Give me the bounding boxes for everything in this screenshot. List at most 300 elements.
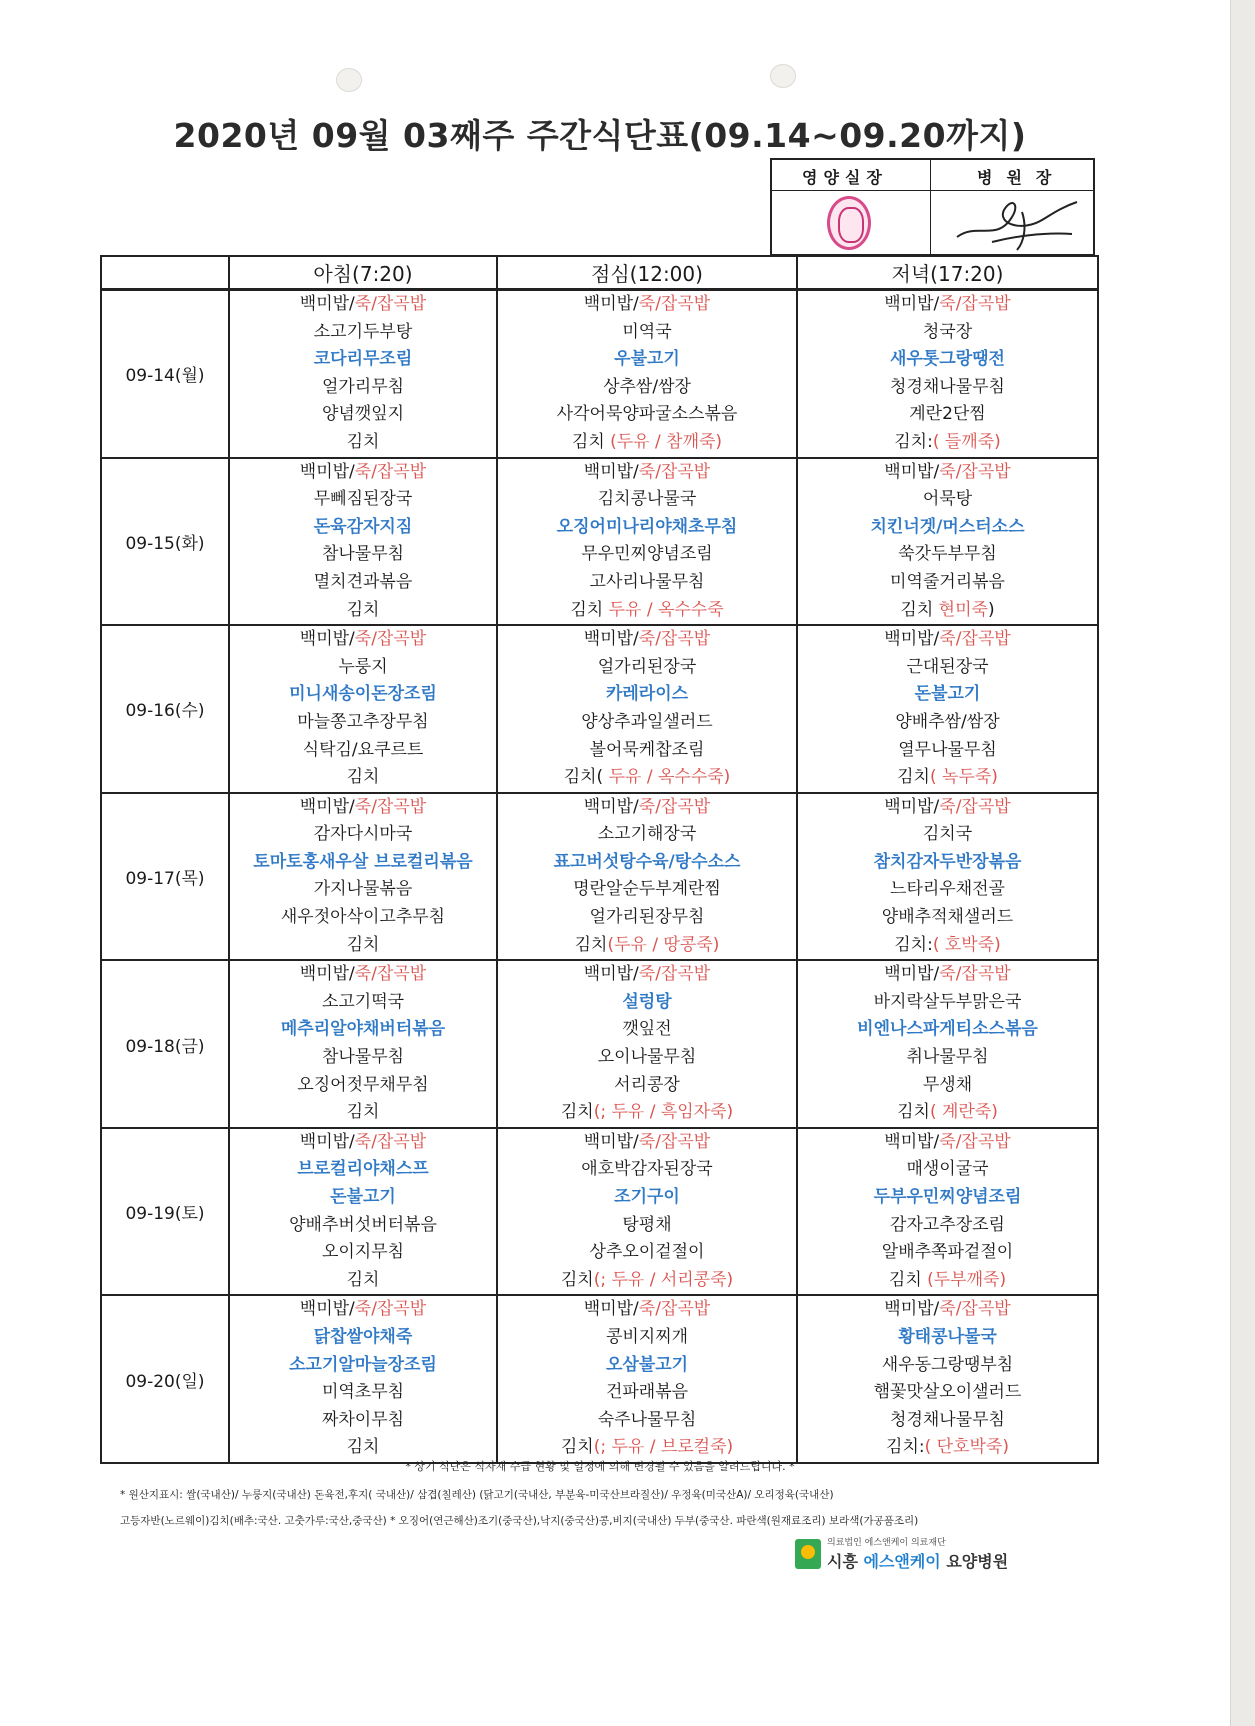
menu-item-text: 상추오이겉절이 [589, 1242, 705, 1263]
menu-item-text: 죽/잡곡밥 [638, 629, 711, 650]
menu-item-text: 양배추버섯버터볶음 [289, 1214, 437, 1235]
menu-item-text: 김치 [560, 1102, 594, 1123]
menu-item [798, 459, 1097, 487]
menu-item [230, 1212, 496, 1240]
menu-item [230, 849, 496, 877]
page-edge-shadow [1230, 0, 1255, 1726]
menu-item-text: 백미밥/ [583, 1131, 639, 1152]
menu-item [798, 764, 1097, 792]
menu-item [498, 1044, 796, 1072]
dinner-cell [797, 960, 1098, 1128]
menu-item-text: 백미밥/ [299, 796, 355, 817]
menu-item-text: 무우민찌양념조림 [581, 544, 713, 565]
menu-item [498, 1099, 796, 1127]
menu-item [498, 1324, 796, 1352]
menu-item-text: 김치 [897, 1102, 930, 1123]
menu-item-text: 죽/잡곡밥 [939, 964, 1011, 985]
menu-item [498, 374, 796, 402]
menu-item [230, 346, 496, 374]
menu-item [498, 569, 796, 597]
menu-item [498, 1267, 796, 1295]
menu-item-text: 애호박감자된장국 [581, 1159, 713, 1180]
menu-item [498, 989, 796, 1017]
approval-box [770, 158, 1095, 256]
menu-item [798, 961, 1097, 989]
menu-item-text: 죽/잡곡밥 [354, 796, 427, 817]
menu-item-text: 감자고추장조림 [890, 1214, 1005, 1235]
table-header-row [101, 256, 1098, 290]
menu-item-text: 김치 [346, 767, 380, 788]
dinner-cell [797, 458, 1098, 626]
menu-item-text: 깻잎전 [622, 1019, 672, 1040]
menu-item-text: 계란2단찜 [909, 404, 986, 425]
menu-item-text: 어묵탕 [922, 489, 973, 510]
menu-item [230, 541, 496, 569]
menu-item [230, 1099, 496, 1127]
menu-item-text: 코다리무조림 [313, 349, 413, 370]
date-cell: 09-14(월) [101, 290, 229, 458]
menu-item [798, 989, 1097, 1017]
menu-item [230, 821, 496, 849]
menu-item-text: 김치 [900, 599, 939, 620]
menu-item-text: 돈불고기 [914, 684, 981, 705]
menu-item [498, 821, 796, 849]
day-row [101, 458, 1098, 626]
menu-item-text: 백미밥/ [884, 964, 940, 985]
menu-item [798, 1407, 1097, 1435]
menu-item-text: 김치: [894, 431, 933, 452]
menu-item-text: 백미밥/ [884, 294, 940, 314]
page-title: 2020년 09월 03째주 주간식단표(09.14~09.20까지) [173, 116, 1027, 155]
menu-item-text: 김치 [346, 431, 380, 452]
menu-item-text: 취나물무침 [906, 1047, 989, 1068]
menu-item-text: 죽/잡곡밥 [354, 461, 427, 482]
menu-item-text: 참치감자두반장볶음 [873, 851, 1022, 872]
menu-item [230, 1184, 496, 1212]
menu-item [798, 821, 1097, 849]
menu-item-text: 바지락살두부맑은국 [873, 991, 1022, 1012]
menu-item-text: 김치 [560, 1269, 594, 1290]
menu-item-text: ( 계란죽) [929, 1102, 998, 1123]
header-dinner: 저녁(17:20) [797, 256, 1098, 290]
menu-item-text: 김치( [563, 767, 609, 788]
menu-item-text: (두유 / 참깨죽) [610, 431, 723, 452]
menu-item [230, 989, 496, 1017]
menu-item [798, 374, 1097, 402]
menu-item [230, 764, 496, 792]
menu-item-text: 치킨너겟/머스터소스 [870, 516, 1025, 537]
menu-item-text: 상추쌈/쌈장 [603, 376, 691, 397]
menu-item [230, 291, 496, 319]
menu-item [498, 459, 796, 487]
breakfast-cell [229, 1128, 497, 1296]
menu-item [798, 569, 1097, 597]
menu-item-text: 죽/잡곡밥 [354, 294, 427, 314]
menu-item [230, 904, 496, 932]
menu-item [798, 1324, 1097, 1352]
menu-item-text: 죽/잡곡밥 [638, 964, 711, 985]
menu-item-text: 토마토홍새우살 브로컬리볶음 [253, 851, 473, 872]
menu-item [230, 681, 496, 709]
menu-item-text: 청국장 [922, 321, 973, 342]
menu-item [230, 1324, 496, 1352]
menu-item-text: 김치국 [922, 824, 973, 845]
breakfast-cell [229, 960, 497, 1128]
menu-item [798, 1296, 1097, 1324]
menu-item [798, 1267, 1097, 1295]
menu-item-text: 백미밥/ [299, 964, 355, 985]
menu-item-text: 죽/잡곡밥 [939, 461, 1011, 482]
menu-item-text: 표고버섯탕수육/탕수소스 [553, 851, 741, 872]
menu-item-text: 가지나물볶음 [313, 879, 413, 900]
day-row [101, 625, 1098, 793]
menu-item-text: 김치 [346, 1269, 380, 1290]
menu-item-text: 미역줄거리볶음 [890, 571, 1005, 592]
menu-item [230, 319, 496, 347]
menu-item-text: ( 들깨죽) [932, 431, 1001, 452]
menu-item [498, 486, 796, 514]
dinner-cell [797, 793, 1098, 961]
menu-item [230, 709, 496, 737]
menu-item [230, 1296, 496, 1324]
day-row [101, 1295, 1098, 1463]
menu-item-text: 백미밥/ [884, 1131, 940, 1152]
menu-item [798, 904, 1097, 932]
menu-item [798, 429, 1097, 457]
dinner-cell [797, 625, 1098, 793]
menu-item-text: 식탁김/요쿠르트 [302, 739, 424, 760]
menu-item [230, 654, 496, 682]
menu-item-text: 백미밥/ [583, 629, 639, 650]
menu-item-text: 백미밥/ [299, 1299, 355, 1320]
menu-item-text: 두유 / 옥수수죽) [608, 767, 731, 788]
menu-item-text: 오삼불고기 [605, 1354, 689, 1375]
approval-label-nutrition: 영양실장 [802, 168, 888, 187]
menu-item [230, 1407, 496, 1435]
menu-item [498, 1184, 796, 1212]
menu-item [498, 709, 796, 737]
lunch-cell [497, 793, 797, 961]
menu-item [230, 459, 496, 487]
menu-item-text: 돈불고기 [330, 1187, 396, 1207]
menu-item [498, 1156, 796, 1184]
menu-item [230, 626, 496, 654]
menu-item-text: 백미밥/ [583, 964, 639, 985]
menu-item-text: 비엔나스파게티소스볶음 [857, 1019, 1038, 1040]
date-cell: 09-19(토) [101, 1128, 229, 1296]
menu-item [498, 346, 796, 374]
menu-item-text: 백미밥/ [299, 461, 355, 482]
menu-item-text: 죽/잡곡밥 [354, 964, 427, 985]
menu-item-text: 알배추쪽파겉절이 [881, 1242, 1014, 1263]
menu-item-text: 양배추쌈/쌈장 [895, 711, 1000, 732]
menu-item [498, 429, 796, 457]
day-row [101, 960, 1098, 1128]
lunch-cell [497, 1295, 797, 1463]
menu-item-text: 죽/잡곡밥 [638, 1299, 711, 1320]
menu-item [498, 597, 796, 625]
menu-item [498, 1239, 796, 1267]
logo-name [827, 1549, 1008, 1572]
logo-name-b: 에스앤케이 [863, 1552, 941, 1571]
menu-item [498, 1352, 796, 1380]
menu-item-text: 김치: [894, 934, 933, 955]
menu-item [798, 486, 1097, 514]
menu-item-text: 사각어묵양파굴소스볶음 [556, 404, 738, 425]
menu-item [498, 401, 796, 429]
day-row [101, 1128, 1098, 1296]
menu-item-text: 황태콩나물국 [898, 1326, 997, 1347]
menu-item [498, 1016, 796, 1044]
menu-item [498, 626, 796, 654]
menu-item-text: 소고기두부탕 [313, 321, 413, 342]
menu-item [798, 1239, 1097, 1267]
menu-item-text: ( 녹두죽) [929, 767, 998, 788]
menu-item [798, 597, 1097, 625]
day-row [101, 290, 1098, 458]
breakfast-cell [229, 458, 497, 626]
menu-item [498, 961, 796, 989]
menu-item-text: 오이지무침 [321, 1242, 405, 1263]
menu-item [798, 1016, 1097, 1044]
menu-item-text: 두부우민찌양념조림 [873, 1187, 1022, 1207]
logo-name-c: 요양병원 [940, 1552, 1009, 1571]
menu-item [230, 1016, 496, 1044]
menu-item [798, 794, 1097, 822]
breakfast-cell [229, 625, 497, 793]
menu-item-text: 양배추적채샐러드 [881, 907, 1014, 928]
dinner-cell [797, 1128, 1098, 1296]
menu-item [798, 291, 1097, 319]
menu-item-text: ( 호박죽) [932, 934, 1001, 955]
menu-item [798, 1379, 1097, 1407]
menu-item-text: 느타리우채전골 [890, 879, 1005, 900]
lunch-cell [497, 1128, 797, 1296]
menu-item-text: 볼어묵케찹조림 [589, 739, 705, 760]
menu-item [230, 961, 496, 989]
menu-item-text: 현미죽 [938, 599, 988, 620]
menu-item [230, 1072, 496, 1100]
menu-item [498, 737, 796, 765]
menu-item [230, 486, 496, 514]
menu-item-text: 김치 [346, 934, 380, 955]
dinner-cell [797, 1295, 1098, 1463]
menu-item-text: 김치 [346, 599, 380, 620]
menu-item-text: 미역초무침 [321, 1382, 405, 1403]
menu-item-text: 오징어젓무채무침 [297, 1074, 429, 1095]
menu-item [798, 1044, 1097, 1072]
menu-item-text: 김치 [346, 1102, 380, 1123]
breakfast-cell [229, 290, 497, 458]
menu-item-text: (; 두유 / 흑임자죽) [593, 1102, 734, 1123]
dinner-cell [797, 290, 1098, 458]
menu-item-text: 김치 [897, 767, 930, 788]
date-cell: 09-17(목) [101, 793, 229, 961]
menu-item-text: 소고기알마늘장조림 [289, 1354, 437, 1375]
menu-item [230, 514, 496, 542]
menu-item-text: 김치콩나물국 [597, 489, 697, 510]
menu-item-text: 브로컬리야채스프 [297, 1159, 429, 1180]
menu-item-text: 건파래볶음 [605, 1382, 689, 1403]
menu-item [230, 1352, 496, 1380]
menu-item [798, 1099, 1097, 1127]
menu-item-text: 미니새송이돈장조림 [289, 684, 437, 705]
menu-item-text: 죽/잡곡밥 [354, 1299, 427, 1320]
menu-item-text: 새우동그랑땡부침 [881, 1354, 1014, 1375]
menu-item [798, 1212, 1097, 1240]
menu-item-text: 오징어미나리야채초무침 [556, 516, 738, 537]
menu-item-text: (; 두유 / 서리콩죽) [593, 1269, 734, 1290]
approval-divider [930, 160, 931, 254]
menu-item-text: 죽/잡곡밥 [638, 796, 711, 817]
menu-item-text: (두유 / 땅콩죽) [607, 934, 720, 955]
logo-subtitle: 의료법인 에스앤케이 의료재단 [827, 1538, 946, 1548]
menu-item-text: 새우톳그랑땡전 [890, 349, 1005, 370]
menu-item [798, 876, 1097, 904]
menu-item [798, 346, 1097, 374]
menu-item-text: 열무나물무침 [898, 739, 997, 760]
menu-item [230, 1239, 496, 1267]
menu-item-text: 죽/잡곡밥 [939, 294, 1011, 314]
menu-item-text: 탕평채 [622, 1214, 672, 1235]
menu-item-text: 우불고기 [614, 349, 680, 370]
menu-item [498, 1129, 796, 1157]
lunch-cell [497, 458, 797, 626]
menu-item-text: 청경채나물무침 [890, 1409, 1005, 1430]
menu-item-text: 소고기떡국 [321, 991, 405, 1012]
menu-item-text: 죽/잡곡밥 [939, 796, 1011, 817]
menu-item [230, 794, 496, 822]
header-date [101, 256, 229, 290]
menu-item [498, 849, 796, 877]
menu-item-text: 백미밥/ [299, 294, 355, 314]
menu-item-text: 참나물무침 [321, 544, 405, 565]
menu-item [230, 737, 496, 765]
menu-item [498, 319, 796, 347]
menu-item [798, 1184, 1097, 1212]
hospital-logo-icon [795, 1539, 821, 1569]
menu-item-text: 죽/잡곡밥 [638, 461, 711, 482]
menu-item-text: 쑥갓두부무침 [898, 544, 997, 565]
menu-item-text: 누룽지 [338, 656, 388, 677]
breakfast-cell [229, 793, 497, 961]
menu-item [230, 1379, 496, 1407]
origin-line-2: 고등자반(노르웨이)김치(배추:국산. 고춧가루:국산,중국산) * 오징어(연근해산)조기(중국산),낙지(중국산)콩,비지(국내산) 두부(중국산. 파란색(원재료조리) 보라색(가공품조리) [120, 1515, 919, 1527]
hospital-logo [795, 1535, 1009, 1575]
menu-item [498, 932, 796, 960]
menu-item-text: 백미밥/ [884, 461, 940, 482]
header-lunch: 점심(12:00) [497, 256, 797, 290]
menu-item-text: 백미밥/ [884, 629, 940, 650]
menu-item-text: 고사리나물무침 [589, 571, 705, 592]
menu-item [230, 374, 496, 402]
menu-item-text: 마늘쫑고추장무침 [297, 711, 429, 732]
menu-item-text: 감자다시마국 [313, 824, 413, 845]
menu-item [230, 401, 496, 429]
menu-item [230, 1156, 496, 1184]
menu-item-text: 김치 [570, 599, 609, 620]
menu-item [498, 904, 796, 932]
menu-item-text: 청경채나물무침 [890, 376, 1005, 397]
menu-item-text: 죽/잡곡밥 [354, 1131, 427, 1152]
menu-item-text: 김치 [560, 1437, 594, 1458]
menu-item [498, 1072, 796, 1100]
signature-icon [952, 192, 1082, 254]
menu-item [498, 764, 796, 792]
menu-item-text: ) [987, 599, 995, 620]
approval-label-director: 병원장 [977, 168, 1066, 187]
menu-item-text: 오이나물무침 [597, 1047, 697, 1068]
menu-item-text: 죽/잡곡밥 [638, 294, 711, 314]
menu-item [798, 541, 1097, 569]
logo-name-a: 시흥 [827, 1552, 864, 1571]
menu-item-text: 김치: [886, 1437, 925, 1458]
menu-item-text: 얼가리된장무침 [589, 907, 705, 928]
menu-item-text: 소고기해장국 [597, 824, 697, 845]
menu-item-text: 서리콩장 [614, 1074, 680, 1095]
menu-item [798, 849, 1097, 877]
menu-item-text: 두유 / 옥수수죽 [608, 599, 724, 620]
seal-stamp-icon [827, 196, 871, 250]
menu-item [798, 709, 1097, 737]
menu-item [498, 1379, 796, 1407]
menu-item-text: ( 단호박죽) [924, 1437, 1009, 1458]
punch-hole [770, 64, 796, 88]
menu-item-text: 새우젓아삭이고추무침 [280, 907, 446, 928]
menu-item [798, 737, 1097, 765]
menu-item [230, 429, 496, 457]
menu-item [798, 319, 1097, 347]
menu-item-text: 설렁탕 [622, 991, 672, 1012]
menu-item [798, 514, 1097, 542]
menu-item-text: 명란알순두부계란찜 [573, 879, 721, 900]
lunch-cell [497, 625, 797, 793]
menu-item-text: 백미밥/ [299, 629, 355, 650]
menu-item-text: 김치 [574, 934, 608, 955]
menu-item [498, 1212, 796, 1240]
menu-item [798, 1072, 1097, 1100]
menu-item-text: 백미밥/ [583, 461, 639, 482]
menu-item [798, 654, 1097, 682]
lunch-cell [497, 960, 797, 1128]
menu-item-text: 돈육감자지짐 [313, 516, 413, 537]
date-cell: 09-18(금) [101, 960, 229, 1128]
menu-item [798, 1156, 1097, 1184]
lunch-cell [497, 290, 797, 458]
menu-item [498, 514, 796, 542]
menu-item [498, 876, 796, 904]
menu-item-text: 참나물무침 [321, 1047, 405, 1068]
menu-item [230, 569, 496, 597]
menu-item [230, 597, 496, 625]
day-row [101, 793, 1098, 961]
menu-item-text: (; 두유 / 브로컬죽) [593, 1437, 734, 1458]
menu-item [498, 681, 796, 709]
menu-item-text: 백미밥/ [884, 1299, 940, 1320]
menu-item-text: 조기구이 [614, 1187, 680, 1207]
menu-item [498, 1407, 796, 1435]
menu-item [798, 932, 1097, 960]
menu-item-text: 백미밥/ [884, 796, 940, 817]
menu-item [798, 626, 1097, 654]
menu-item-text: 김치 [571, 431, 611, 452]
menu-item-text: (두부깨죽) [927, 1269, 1007, 1290]
menu-item-text: 미역국 [622, 321, 672, 342]
menu-item-text: 죽/잡곡밥 [638, 1131, 711, 1152]
menu-item-text: 근대된장국 [906, 656, 989, 677]
punch-hole [336, 68, 362, 92]
menu-item-text: 무생채 [922, 1074, 973, 1095]
